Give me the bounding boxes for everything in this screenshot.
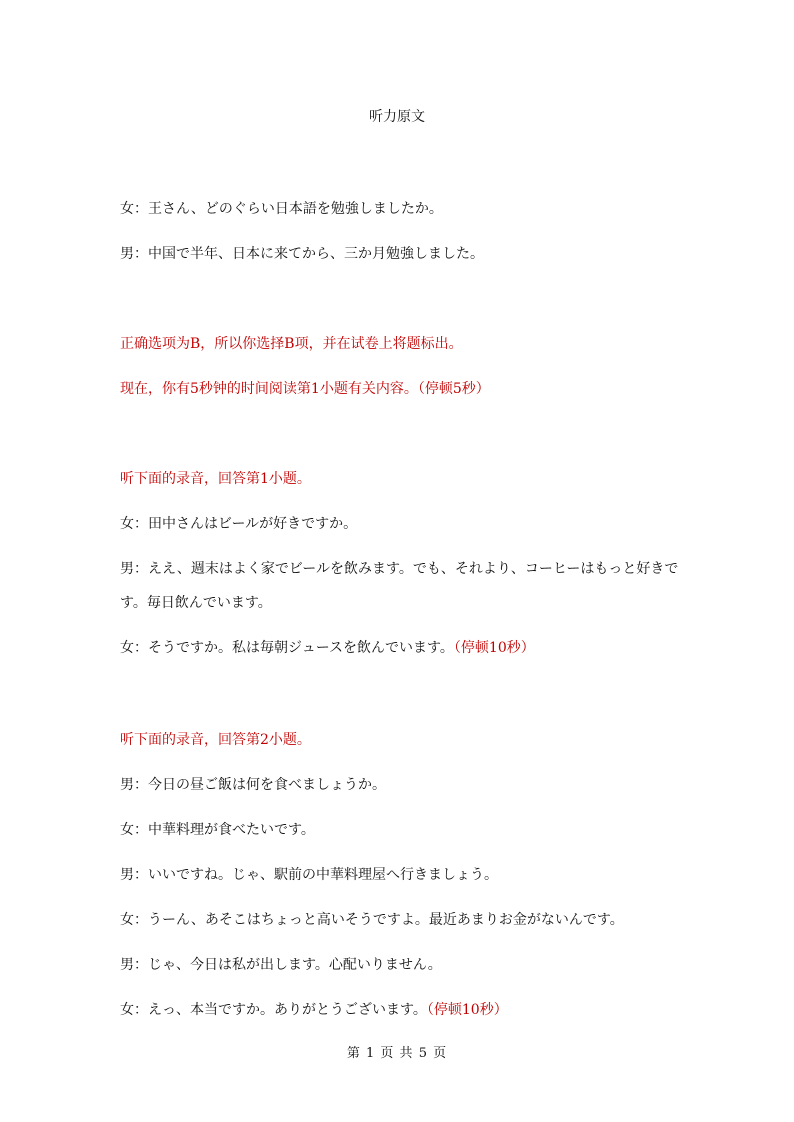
q2-dialogue-line-5: 男：じゃ、今日は私が出します。心配いりません。	[120, 957, 442, 973]
q2-dialogue-line-1: 男：今日の昼ご飯は何を食べましょうか。	[120, 777, 386, 793]
q1-dialogue-line-2b: す。毎日飲んでいます。	[120, 595, 272, 611]
q1-dialogue-line-1: 女：田中さんはビールが好きですか。	[120, 516, 358, 532]
q2-dialogue-text: 女：えっ、本当ですか。ありがとうございます。	[120, 1002, 427, 1018]
question-1-heading: 听下面的录音，回答第1小题。	[120, 471, 311, 487]
q1-dialogue-text: 女：そうですか。私は毎朝ジュースを飲んでいます。	[120, 640, 454, 656]
instruction-line-1: 正确选项为B，所以你选择B项，并在试卷上将题标出。	[120, 336, 463, 352]
q1-dialogue-line-2a: 男：ええ、週末はよく家でビールを飲みます。でも、それより、コーヒーはもっと好きで	[120, 561, 679, 577]
q2-dialogue-line-4: 女：うーん、あそこはちょっと高いそうですよ。最近あまりお金がないんです。	[120, 912, 624, 928]
page-title: 听力原文	[369, 109, 425, 125]
q1-dialogue-line-3	[120, 638, 680, 658]
q2-pause-note: （停顿10秒）	[426, 1002, 508, 1018]
example-line-2: 男：中国で半年、日本に来てから、三か月勉強しました。	[120, 246, 484, 262]
q2-dialogue-line-6	[120, 1000, 680, 1020]
q1-pause-note: （停顿10秒）	[453, 640, 535, 656]
instruction-line-2: 现在，你有5秒钟的时间阅读第1小题有关内容。（停顿5秒）	[120, 381, 490, 397]
q2-dialogue-line-3: 男：いいですね。じゃ、駅前の中華料理屋へ行きましょう。	[120, 867, 498, 883]
page-number-footer: 第 1 页 共 5 页	[346, 1046, 448, 1061]
question-2-heading: 听下面的录音，回答第2小题。	[120, 732, 311, 748]
q2-dialogue-line-2: 女：中華料理が食べたいです。	[120, 822, 315, 838]
example-line-1: 女：王さん、どのぐらい日本語を勉強しましたか。	[120, 201, 443, 217]
